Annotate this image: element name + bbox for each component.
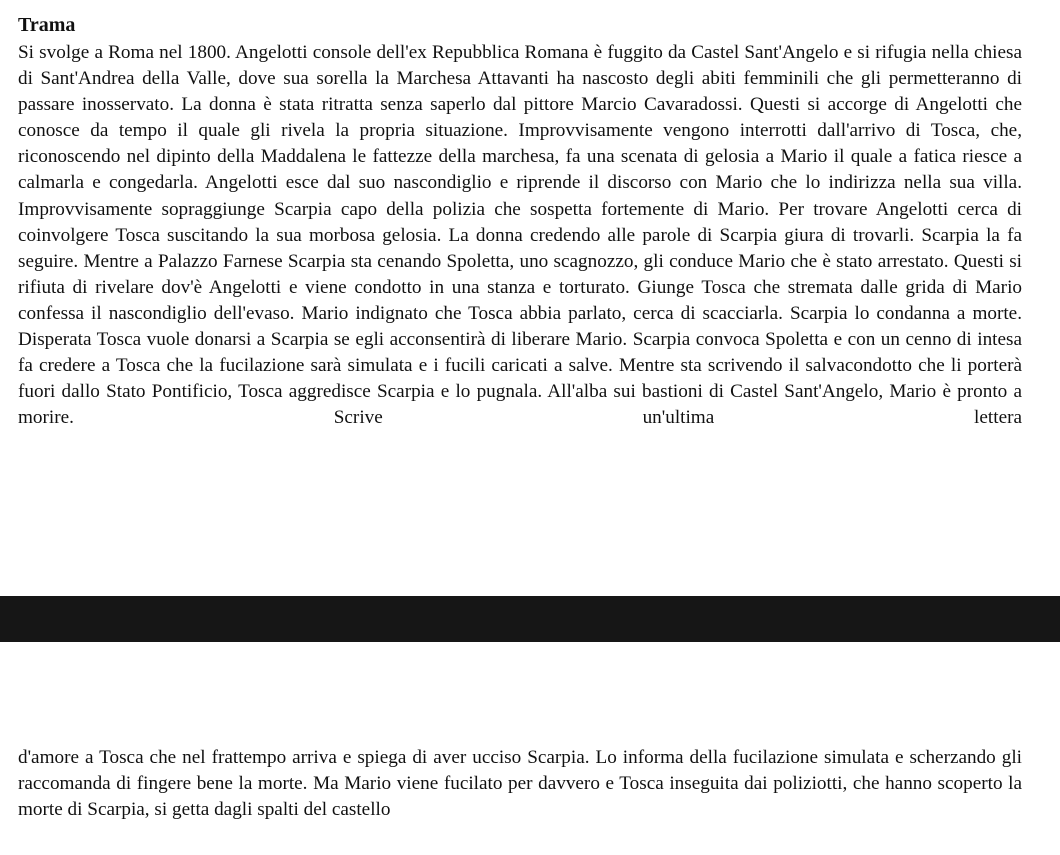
plot-paragraph-bottom: d'amore a Tosca che nel frattempo arriva e spiega di aver ucciso Scarpia. Lo informa della fucilazione simulata e scherzando gli raccomanda di fingere bene la morte. Ma Mario viene fucilato per davvero e Tosca inseguita dai poliziotti, che hanno scoperto la morte di Scarpia, si getta dagli spalti del castello	[18, 747, 1022, 821]
page-break-band	[0, 596, 1060, 642]
document-title: Trama	[18, 14, 76, 36]
plot-paragraph-top: Si svolge a Roma nel 1800. Angelotti console dell'ex Repubblica Romana è fuggito da Castel Sant'Angelo e si rifugia nella chiesa di Sant'Andrea della Valle, dove sua sorella la Marchesa Attavanti ha nascosto degli abiti femminili che gli permetteranno di passare inosservato. La donna è stata ritratta senza saperlo dal pittore Marcio Cavaradossi. Questi si accorge di Angelotti che conosce da tempo il quale gli rivela la propria situazione. Improvvisamente vengono interrotti dall'arrivo di Tosca, che, riconoscendo nel dipinto della Maddalena le fattezze della marchesa, fa una scenata di gelosia a Mario il quale a fatica riesce a calmarla e congedarla. Angelotti esce dal suo nascondiglio e riprende il discorso con Mario che lo indirizza nella sua villa. Improvvisamente sopraggiunge Scarpia capo della polizia che sospetta fortemente di Mario. Per trovare Angelotti cerca di coinvolgere Tosca suscitando la sua morbosa gelosia. La donna credendo alle parole di Scarpia giura di trovarli. Scarpia la fa seguire. Mentre a Palazzo Farnese Scarpia sta cenando Spoletta, uno scagnozzo, gli conduce Mario che è stato arrestato. Questi si rifiuta di rivelare dov'è Angelotti e viene condotto in una stanza e torturato. Giunge Tosca che stremata dalle grida di Mario confessa il nascondiglio dell'evaso. Mario indignato che Tosca abbia parlato, cerca di scacciarla. Scarpia lo condanna a morte. Disperata Tosca vuole donarsi a Scarpia se egli acconsentirà di liberare Mario. Scarpia convoca Spoletta e con un cenno di intesa fa credere a Tosca che la fucilazione sarà simulata e i fucili caricati a salve. Mentre sta scrivendo il salvacondotto che li porterà fuori dallo Stato Pontificio, Tosca aggredisce Scarpia e lo pugnala. All'alba sui bastioni di Castel Sant'Angelo, Mario è pronto a morire. Scrive un'ultima lettera	[18, 42, 1022, 429]
document-bottom-section	[18, 745, 1022, 823]
document-top-section	[18, 12, 1022, 431]
